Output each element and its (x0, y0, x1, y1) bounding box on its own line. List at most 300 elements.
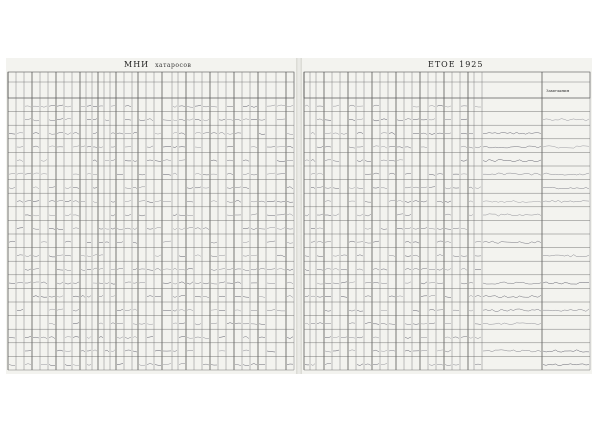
handwritten-entry (421, 187, 427, 188)
handwritten-entry (483, 201, 541, 203)
handwritten-entry (93, 350, 97, 351)
handwritten-entry (445, 297, 451, 298)
handwritten-entry (437, 283, 443, 284)
handwritten-entry (155, 351, 161, 352)
handwritten-entry (461, 283, 467, 284)
handwritten-entry (57, 255, 63, 256)
handwritten-entry (73, 296, 79, 297)
handwritten-entry (349, 120, 355, 121)
handwritten-entry (93, 201, 97, 202)
handwritten-entry (73, 282, 79, 284)
handwritten-entry (317, 187, 323, 188)
handwritten-entry (105, 283, 109, 284)
handwritten-entry (163, 146, 171, 147)
handwritten-entry (259, 337, 265, 338)
handwritten-entry (33, 296, 39, 297)
right-ledger-grid (302, 58, 592, 374)
handwritten-entry (421, 268, 427, 269)
handwritten-entry (41, 297, 47, 298)
handwritten-entry (87, 296, 91, 298)
handwritten-entry (325, 337, 331, 338)
handwritten-entry (57, 350, 63, 351)
handwritten-entry (41, 337, 47, 338)
handwritten-entry (277, 228, 285, 230)
handwritten-entry (277, 310, 285, 311)
handwritten-entry (445, 242, 451, 243)
handwritten-entry (325, 310, 331, 311)
handwritten-entry (397, 214, 403, 215)
handwritten-entry (389, 133, 395, 135)
handwritten-entry (57, 282, 63, 284)
handwritten-entry (227, 268, 233, 269)
handwritten-entry (243, 228, 249, 229)
handwritten-entry (25, 173, 31, 174)
handwritten-entry (117, 242, 123, 243)
handwritten-entry (349, 350, 355, 351)
handwritten-entry (179, 363, 185, 364)
handwritten-entry (461, 146, 467, 147)
handwritten-entry (333, 133, 339, 134)
handwritten-entry (49, 324, 55, 325)
handwritten-entry (179, 228, 185, 230)
handwritten-entry (277, 119, 285, 120)
handwritten-entry (111, 201, 115, 202)
handwritten-entry (325, 133, 331, 134)
handwritten-entry (259, 201, 265, 202)
handwritten-entry (111, 283, 115, 284)
handwritten-entry (437, 241, 443, 242)
handwritten-entry (187, 309, 193, 310)
handwritten-entry (267, 215, 275, 216)
handwritten-entry (195, 132, 201, 133)
handwritten-entry (81, 201, 85, 202)
handwritten-entry (147, 229, 153, 230)
handwritten-entry (65, 214, 71, 216)
handwritten-entry (203, 106, 209, 107)
handwritten-entry (453, 337, 459, 338)
handwritten-entry (429, 296, 435, 297)
handwritten-entry (93, 187, 97, 188)
handwritten-entry (267, 283, 275, 284)
handwritten-entry (187, 215, 193, 216)
handwritten-entry (461, 160, 467, 161)
handwritten-entry (147, 296, 153, 297)
handwritten-entry (163, 241, 171, 242)
handwritten-entry (429, 187, 435, 188)
handwritten-entry (421, 201, 427, 202)
handwritten-entry (125, 106, 131, 107)
handwritten-entry (9, 283, 15, 284)
handwritten-entry (365, 228, 371, 229)
handwritten-entry (117, 309, 123, 311)
handwritten-entry (87, 105, 91, 106)
handwritten-entry (73, 132, 79, 134)
handwritten-entry (381, 160, 387, 161)
handwritten-entry (543, 350, 589, 352)
handwritten-entry (17, 133, 23, 134)
handwritten-entry (349, 282, 355, 283)
handwritten-entry (357, 337, 363, 338)
handwritten-entry (211, 160, 217, 161)
handwritten-entry (57, 105, 63, 106)
handwritten-entry (373, 337, 379, 338)
handwritten-entry (155, 296, 161, 297)
handwritten-entry (111, 215, 115, 217)
handwritten-entry (105, 242, 109, 243)
handwritten-entry (65, 255, 71, 256)
handwritten-entry (389, 173, 395, 174)
handwritten-entry (219, 132, 225, 134)
handwritten-entry (429, 309, 435, 310)
handwritten-entry (381, 283, 387, 284)
handwritten-entry (317, 173, 323, 174)
handwritten-entry (203, 364, 209, 365)
handwritten-entry (381, 133, 387, 134)
handwritten-entry (445, 269, 451, 271)
handwritten-entry (211, 269, 217, 270)
handwritten-entry (187, 106, 193, 107)
handwritten-entry (133, 282, 137, 283)
handwritten-entry (421, 323, 427, 324)
handwritten-entry (173, 323, 177, 324)
handwritten-entry (483, 214, 541, 216)
handwritten-entry (333, 105, 339, 106)
handwritten-entry (389, 350, 395, 351)
handwritten-entry (429, 133, 435, 134)
handwritten-entry (87, 365, 91, 366)
handwritten-entry (317, 297, 323, 298)
handwritten-entry (461, 256, 467, 257)
handwritten-entry (287, 105, 293, 107)
handwritten-entry (373, 188, 379, 189)
handwritten-entry (173, 228, 177, 230)
handwritten-entry (357, 132, 363, 133)
handwritten-entry (267, 201, 275, 202)
handwritten-entry (243, 365, 249, 366)
handwritten-entry (405, 282, 411, 283)
handwritten-entry (235, 365, 241, 366)
handwritten-entry (389, 146, 395, 147)
handwritten-entry (305, 296, 309, 297)
handwritten-entry (311, 364, 315, 366)
handwritten-entry (405, 201, 411, 202)
handwritten-entry (413, 242, 419, 243)
header-band (304, 72, 590, 98)
handwritten-entry (405, 187, 411, 188)
handwritten-entry (33, 201, 39, 202)
handwritten-entry (17, 173, 23, 174)
handwritten-entry (147, 201, 153, 202)
handwritten-entry (437, 255, 443, 256)
handwritten-entry (365, 214, 371, 216)
handwritten-entry (133, 132, 137, 133)
handwritten-entry (469, 215, 473, 216)
handwritten-entry (187, 337, 193, 338)
handwritten-entry (65, 351, 71, 352)
handwritten-entry (325, 188, 331, 189)
handwritten-entry (243, 105, 249, 107)
handwritten-entry (179, 337, 185, 338)
handwritten-entry (445, 337, 451, 338)
handwritten-entry (147, 119, 153, 121)
handwritten-entry (25, 106, 31, 107)
handwritten-entry (173, 133, 177, 134)
handwritten-entry (227, 119, 233, 120)
handwritten-entry (187, 228, 193, 229)
handwritten-entry (87, 146, 91, 147)
handwritten-entry (259, 297, 265, 298)
handwritten-entry (325, 242, 331, 243)
handwritten-entry (483, 282, 541, 284)
handwritten-entry (195, 337, 201, 338)
handwritten-entry (305, 323, 309, 325)
handwritten-entry (87, 173, 91, 174)
handwritten-entry (445, 350, 451, 352)
handwritten-entry (267, 105, 275, 106)
handwritten-entry (133, 309, 137, 311)
handwritten-entry (267, 269, 275, 270)
handwritten-entry (65, 187, 71, 189)
handwritten-entry (179, 295, 185, 296)
handwritten-entry (105, 350, 109, 352)
handwritten-entry (211, 242, 217, 243)
handwritten-entry (99, 269, 103, 270)
handwritten-entry (437, 310, 443, 311)
ledger-spread (0, 44, 600, 384)
handwritten-entry (125, 120, 131, 121)
handwritten-entry (373, 105, 379, 106)
handwritten-entry (287, 337, 293, 339)
handwritten-entry (389, 296, 395, 297)
handwritten-entry (461, 133, 467, 134)
handwritten-entry (211, 201, 217, 202)
handwritten-entry (117, 268, 123, 269)
handwritten-entry (341, 133, 347, 134)
handwritten-entry (413, 119, 419, 120)
handwritten-entry (17, 147, 23, 148)
handwritten-entry (173, 310, 177, 312)
handwritten-entry (41, 282, 47, 284)
handwritten-entry (483, 159, 541, 161)
handwritten-entry (155, 227, 161, 228)
handwritten-entry (49, 201, 55, 202)
handwritten-entry (155, 255, 161, 257)
handwritten-entry (139, 323, 145, 324)
handwritten-entry (349, 241, 355, 242)
handwritten-entry (73, 323, 79, 324)
handwritten-entry (139, 215, 145, 216)
handwritten-entry (93, 132, 97, 133)
handwritten-entry (413, 255, 419, 257)
handwritten-entry (287, 214, 293, 216)
handwritten-entry (219, 268, 225, 269)
handwritten-entry (373, 173, 379, 174)
handwritten-entry (543, 146, 589, 148)
handwritten-entry (125, 310, 131, 311)
handwritten-entry (33, 337, 39, 338)
handwritten-entry (33, 282, 39, 283)
handwritten-entry (211, 365, 217, 366)
handwritten-entry (211, 256, 217, 257)
handwritten-entry (543, 282, 589, 284)
handwritten-entry (421, 133, 427, 134)
handwritten-entry (9, 337, 15, 338)
handwritten-entry (163, 364, 171, 365)
handwritten-entry (243, 336, 249, 338)
handwritten-entry (235, 133, 241, 134)
handwritten-entry (17, 160, 23, 162)
handwritten-entry (117, 133, 123, 134)
handwritten-entry (413, 201, 419, 202)
handwritten-entry (349, 188, 355, 189)
handwritten-entry (243, 297, 249, 298)
handwritten-entry (187, 119, 193, 120)
handwritten-entry (117, 323, 123, 324)
handwritten-entry (203, 297, 209, 298)
handwritten-entry (117, 229, 123, 230)
handwritten-entry (57, 201, 63, 202)
handwritten-entry (41, 174, 47, 175)
handwritten-entry (259, 120, 265, 121)
handwritten-entry (111, 106, 115, 107)
handwritten-entry (179, 282, 185, 284)
handwritten-entry (173, 146, 177, 147)
handwritten-entry (259, 133, 265, 134)
handwritten-entry (259, 268, 265, 269)
handwritten-entry (405, 337, 411, 338)
handwritten-entry (25, 215, 31, 216)
handwritten-entry (325, 268, 331, 269)
handwritten-entry (49, 146, 55, 147)
handwritten-entry (17, 228, 23, 229)
handwritten-entry (133, 228, 137, 230)
handwritten-entry (81, 146, 85, 147)
handwritten-entry (311, 132, 315, 134)
handwritten-entry (437, 268, 443, 270)
handwritten-entry (287, 282, 293, 284)
handwritten-entry (49, 309, 55, 310)
handwritten-entry (33, 268, 39, 269)
handwritten-entry (65, 337, 71, 338)
handwritten-entry (543, 119, 589, 121)
handwritten-entry (251, 201, 257, 202)
handwritten-entry (17, 201, 23, 203)
handwritten-entry (405, 228, 411, 229)
handwritten-entry (475, 295, 481, 296)
handwritten-entry (99, 229, 103, 230)
handwritten-entry (243, 160, 249, 161)
handwritten-entry (413, 106, 419, 107)
handwritten-entry (453, 256, 459, 257)
handwritten-entry (73, 146, 79, 147)
handwritten-entry (41, 106, 47, 107)
handwritten-entry (133, 161, 137, 162)
handwritten-entry (99, 242, 103, 243)
handwritten-entry (211, 283, 217, 284)
handwritten-entry (373, 350, 379, 352)
handwritten-entry (357, 310, 363, 311)
handwritten-entry (317, 323, 323, 324)
handwritten-entry (139, 269, 145, 270)
handwritten-entry (381, 229, 387, 230)
handwritten-entry (405, 324, 411, 325)
handwritten-entry (405, 269, 411, 270)
left-header-sub: хатаросов (155, 62, 192, 69)
handwritten-entry (227, 201, 233, 202)
handwritten-entry (311, 159, 315, 161)
handwritten-entry (25, 336, 31, 337)
handwritten-entry (33, 146, 39, 147)
handwritten-entry (87, 256, 91, 257)
handwritten-entry (125, 228, 131, 229)
handwritten-entry (325, 283, 331, 284)
handwritten-entry (57, 296, 63, 297)
handwritten-entry (483, 173, 541, 175)
handwritten-entry (287, 296, 293, 298)
handwritten-entry (173, 268, 177, 269)
handwritten-entry (33, 215, 39, 216)
handwritten-entry (211, 323, 217, 324)
handwritten-entry (349, 105, 355, 106)
handwritten-entry (195, 324, 201, 325)
handwritten-entry (341, 297, 347, 298)
handwritten-entry (397, 160, 403, 161)
handwritten-entry (81, 255, 85, 256)
handwritten-entry (57, 132, 63, 133)
handwritten-entry (179, 323, 185, 324)
handwritten-entry (235, 282, 241, 284)
handwritten-entry (219, 255, 225, 256)
handwritten-entry (405, 350, 411, 352)
handwritten-entry (179, 215, 185, 216)
handwritten-entry (365, 296, 371, 297)
handwritten-entry (365, 161, 371, 162)
handwritten-entry (373, 268, 379, 270)
handwritten-entry (203, 337, 209, 338)
handwritten-entry (155, 133, 161, 134)
handwritten-entry (179, 120, 185, 121)
handwritten-entry (483, 323, 541, 325)
handwritten-entry (483, 309, 541, 311)
handwritten-entry (65, 200, 71, 201)
handwritten-entry (333, 161, 339, 162)
handwritten-entry (389, 200, 395, 201)
handwritten-entry (349, 147, 355, 148)
handwritten-entry (483, 241, 541, 243)
handwritten-entry (543, 173, 589, 175)
handwritten-entry (133, 351, 137, 352)
handwritten-entry (111, 296, 115, 297)
handwritten-entry (65, 119, 71, 120)
handwritten-entry (311, 173, 315, 174)
handwritten-entry (251, 106, 257, 107)
handwritten-entry (267, 227, 275, 228)
handwritten-entry (453, 365, 459, 366)
handwritten-entry (445, 133, 451, 134)
handwritten-entry (413, 268, 419, 270)
handwritten-entry (277, 214, 285, 215)
handwritten-entry (235, 323, 241, 324)
handwritten-entry (445, 229, 451, 230)
handwritten-entry (235, 119, 241, 120)
handwritten-entry (357, 242, 363, 243)
handwritten-entry (381, 119, 387, 120)
handwritten-entry (195, 105, 201, 106)
handwritten-entry (333, 188, 339, 189)
handwritten-entry (421, 228, 427, 229)
handwritten-entry (219, 119, 225, 120)
handwritten-entry (475, 337, 481, 339)
